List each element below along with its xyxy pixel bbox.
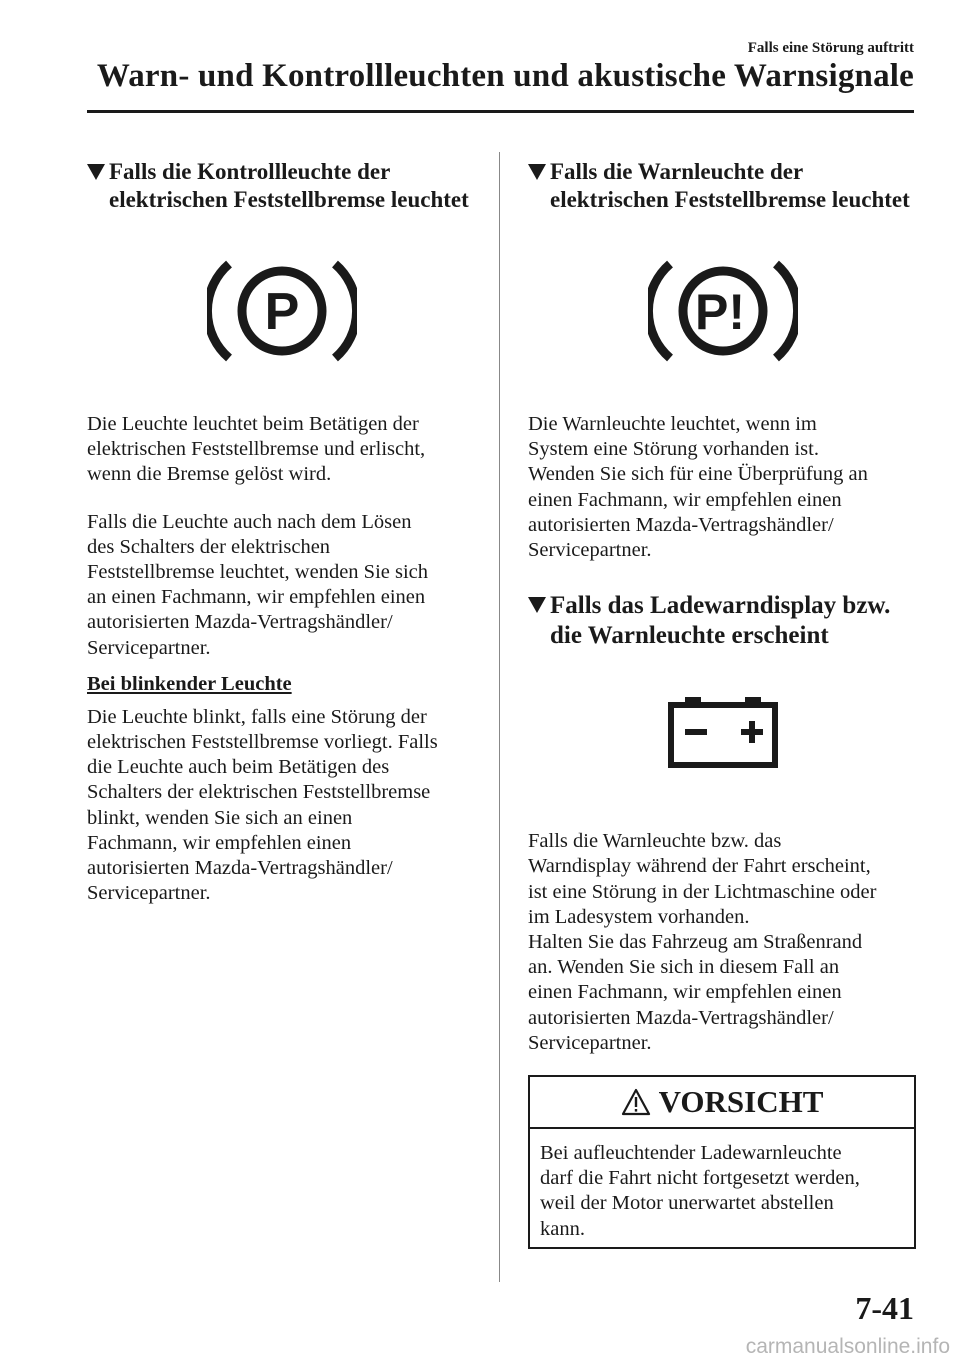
column-divider: [499, 152, 500, 1282]
parking-brake-indicator-icon: [87, 256, 477, 366]
caution-header: [530, 1077, 914, 1129]
paragraph: Die Leuchte leuchtet beim Betätigen der elektrischen Feststellbremse und erlischt, wenn die Bremse gelöst wird.: [87, 413, 426, 486]
icon-letter: P: [264, 283, 300, 341]
left-column: [87, 158, 477, 906]
section-heading-charge-warning: [528, 591, 918, 651]
warning-triangle-icon: [621, 1088, 651, 1116]
heading-line: die Warnleuchte erscheint: [550, 622, 829, 650]
paragraph: Falls die Warnleuchte bzw. das Warndisplay während der Fahrt erscheint, ist eine Störung in der Lichtmaschine oder im Ladesystem vorhanden. Halten Sie das Fahrzeug am Straßenrand an. Wenden Sie sich in diesem Fall an einen Fachmann, wir empfehlen einen autorisierten Mazda-Vertragshändler/ Servicepartner.: [528, 830, 877, 1054]
icon-letter: P!: [695, 284, 745, 340]
battery-charge-warning-icon: [528, 695, 918, 775]
triangle-bullet-icon: [87, 164, 105, 180]
heading-line: Falls die Kontrollleuchte der: [109, 159, 391, 184]
paragraph: Die Warnleuchte leuchtet, wenn im System eine Störung vorhanden ist. Wenden Sie sich für eine Überprüfung an einen Fachmann, wir empfehlen einen autorisierten Mazda-Vertragshändler/ Servicepartner.: [528, 413, 868, 562]
page-number: 7-41: [855, 1290, 914, 1326]
heading-line: elektrischen Feststellbremse leuchtet: [109, 187, 469, 212]
subheading-blinking-light: Bei blinkender Leuchte: [87, 672, 292, 695]
heading-line: Falls das Ladewarndisplay bzw.: [550, 592, 891, 620]
paragraph: Bei aufleuchtender Ladewarnleuchte darf die Fahrt nicht fortgesetzt werden, weil der Motor unerwartet abstellen kann.: [540, 1142, 860, 1240]
paragraph: Die Leuchte blinkt, falls eine Störung der elektrischen Feststellbremse vorliegt. Falls die Leuchte auch beim Betätigen des Schalters der elektrischen Feststellbremse blinkt, wenden Sie sich an einen Fachmann, wir empfehlen einen autorisierten Mazda-Vertragshändler/ Servicepartner.: [87, 705, 438, 905]
caution-box: [528, 1075, 916, 1249]
watermark: carmanualsonline.info: [745, 1335, 950, 1358]
header-section: Falls eine Störung auftritt: [747, 40, 914, 56]
caution-title: VORSICHT: [658, 1084, 824, 1119]
heading-line: Falls die Warnleuchte der: [550, 159, 804, 184]
header-rule: [87, 110, 914, 113]
heading-line: elektrischen Feststellbremse leuchtet: [550, 187, 910, 212]
triangle-bullet-icon: [528, 597, 546, 613]
page-header-title: Warn- und Kontrollleuchten und akustische Warnsignale: [96, 58, 914, 94]
triangle-bullet-icon: [528, 164, 546, 180]
right-column: [528, 158, 918, 1056]
paragraph: Falls die Leuchte auch nach dem Lösen des Schalters der elektrischen Feststellbremse leuchtet, wenden Sie sich an einen Fachmann, wir empfehlen einen autorisierten Mazda-Vertragshändler/ Servicepartner.: [87, 510, 429, 659]
section-heading-parking-brake-warning: [528, 158, 918, 214]
parking-brake-warning-icon: [528, 256, 918, 366]
caution-body: [530, 1129, 914, 1242]
section-heading-parking-brake-indicator: [87, 158, 477, 214]
